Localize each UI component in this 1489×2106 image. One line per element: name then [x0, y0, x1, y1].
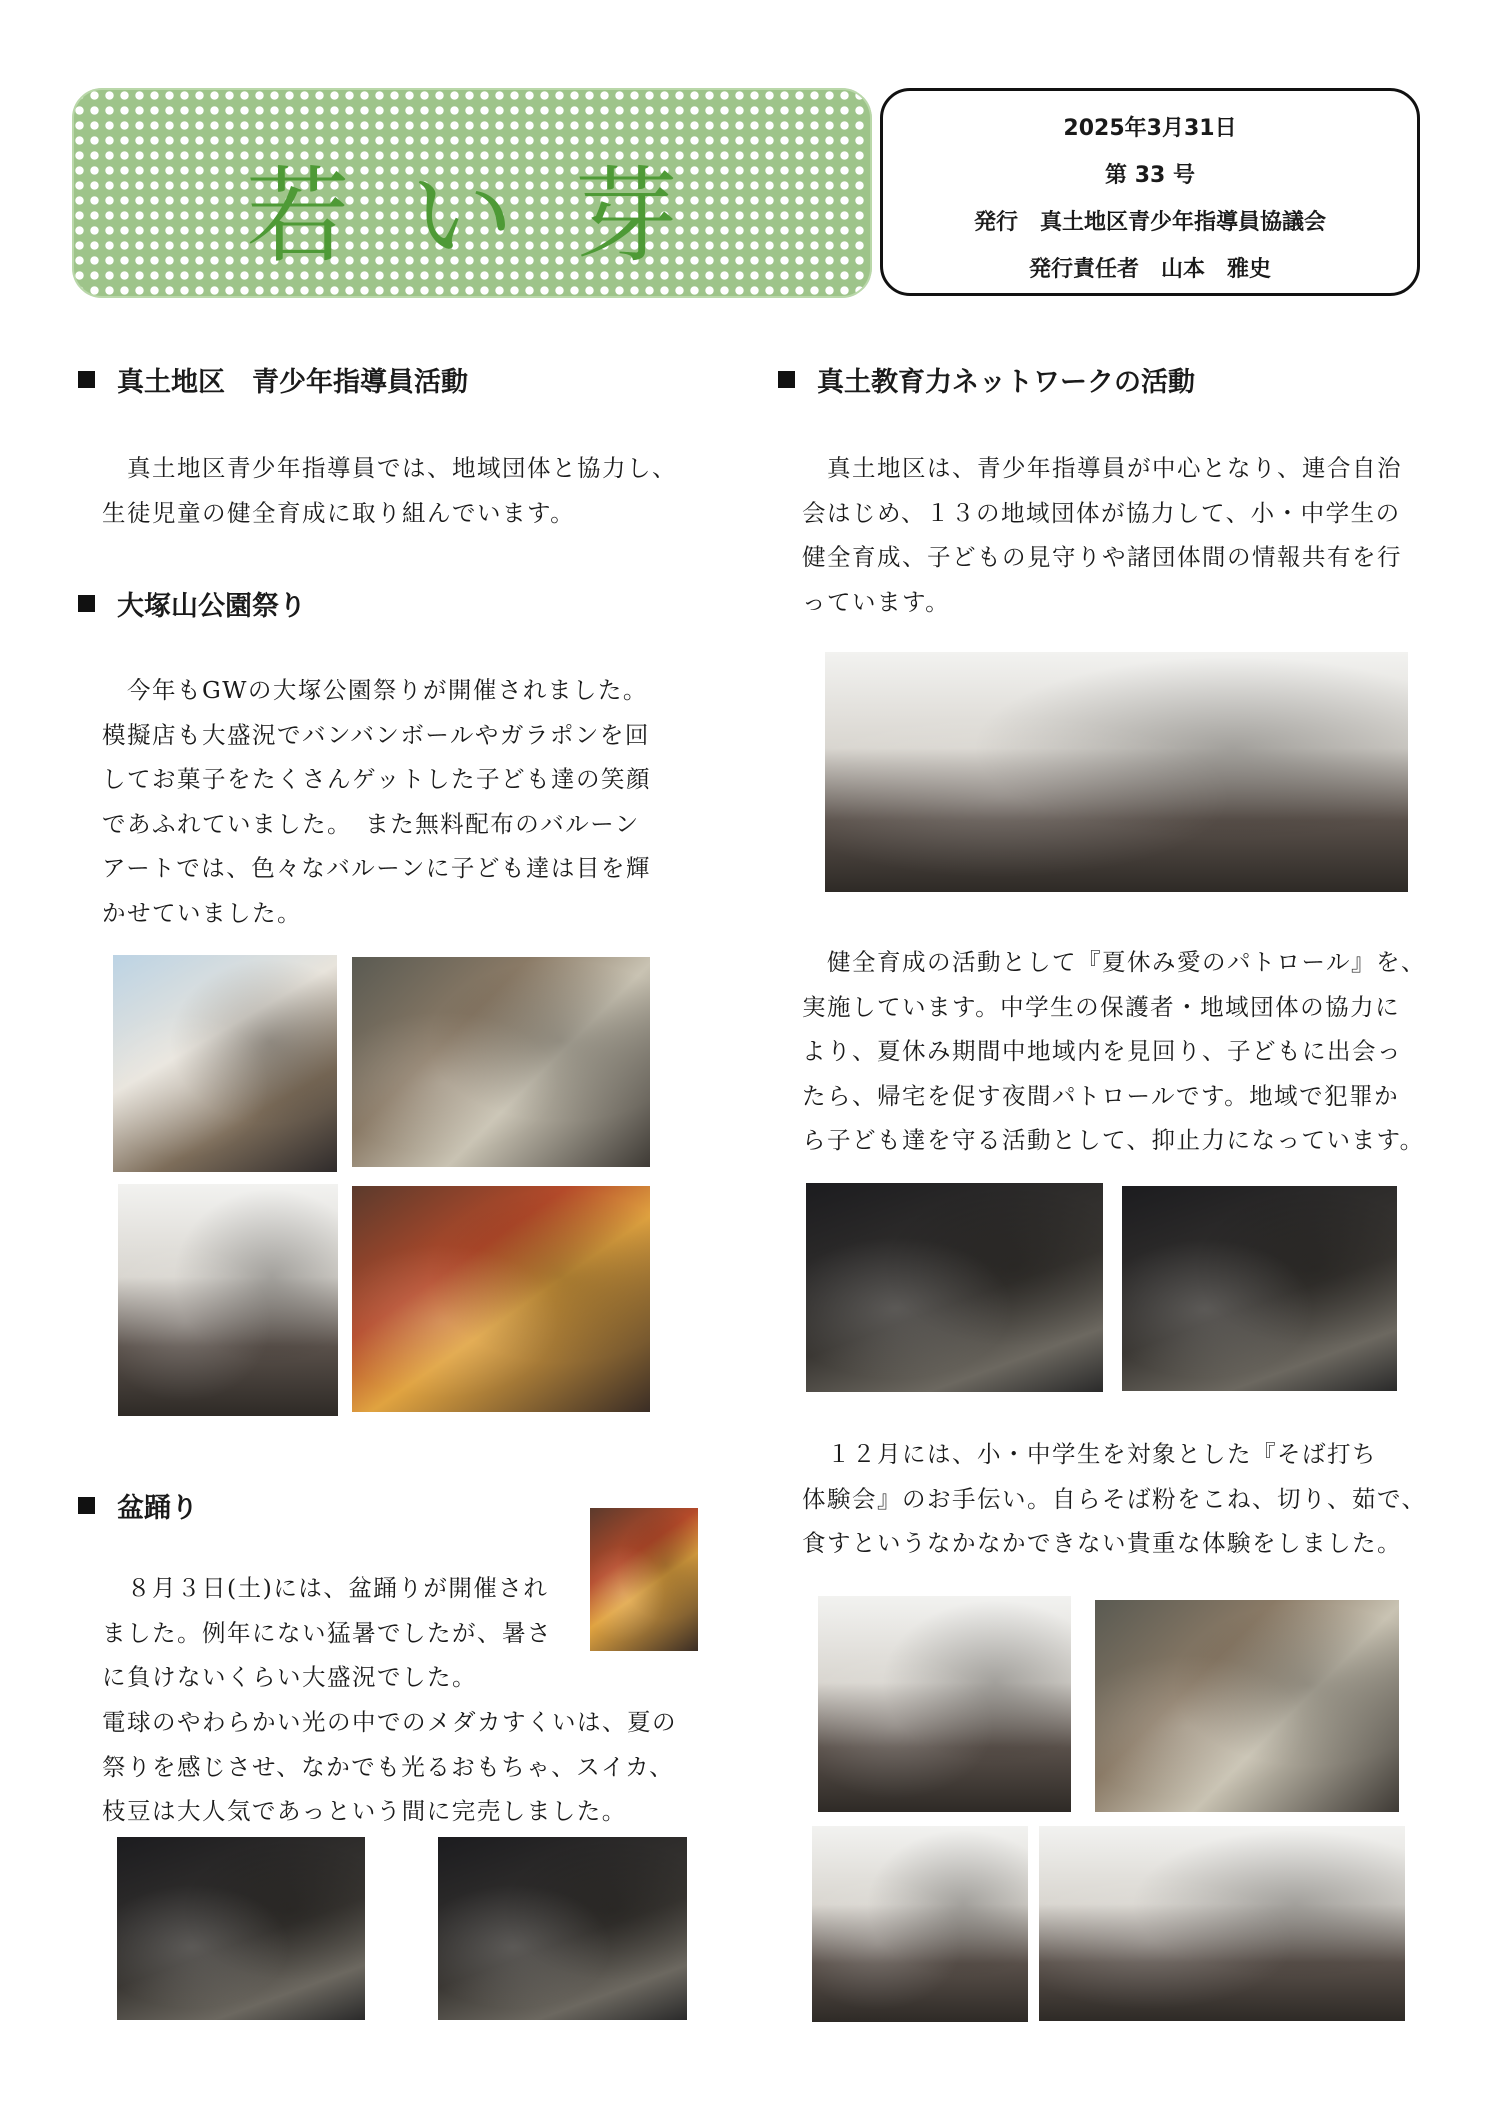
square-bullet-icon [778, 371, 795, 388]
section-heading-park-festival: 大塚山公園祭り [78, 584, 306, 623]
square-bullet-icon [78, 371, 95, 388]
issue-info-box [880, 88, 1420, 296]
park-festival-paragraph: 今年もGWの大塚公園祭りが開催されました。 模擬店も大盛況でバンバンボールやガラポンを回 してお菓子をたくさんゲットした子ども達の笑顔 であふれていました。 また無料配布のバルーン アートでは、色々なバルーンに子ども達は目を輝 かせていました。 [102, 676, 652, 927]
editor: 発行責任者 山本 雅史 [1028, 257, 1271, 282]
publisher: 発行 真土地区青少年指導員協議会 [973, 210, 1326, 235]
bon-dance-paragraph-a: ８月３日(土)には、盆踊りが開催され ました。例年にない猛暑でしたが、暑さ に負けないくらい大盛況でした。 [102, 1574, 552, 1691]
patrol-paragraph: 健全育成の活動として『夏休み愛のパトロール』を、 実施しています。中学生の保護者・地域団体の協力に より、夏休み期間中地域内を見回り、子どもに出会っ たら、帰宅を促す夜間パトロールです。地域で犯罪か ら子ども達を守る活動として、抑止力になっています。 [802, 948, 1427, 1154]
bon-dance-photo-tent-crowd [438, 1837, 687, 2020]
festival-photo-stall [118, 1184, 338, 1416]
issue-number: 第 33 号 [1105, 163, 1195, 188]
soba-photo-table [1095, 1600, 1399, 1812]
issue-date: 2025年3月31日 [1063, 116, 1237, 141]
square-bullet-icon [78, 1497, 95, 1514]
newsletter-title: 若い芽 [245, 155, 738, 277]
bon-dance-photo-night-stall [117, 1837, 365, 2020]
network-meeting-photo [825, 652, 1408, 892]
bon-dance-photo-lanterns [590, 1508, 698, 1651]
network-paragraph: 真土地区は、青少年指導員が中心となり、連合自治 会はじめ、１３の地域団体が協力して、小・中学生の 健全育成、子どもの見守りや諸団体間の情報共有を行 っています。 [802, 454, 1402, 616]
soba-photo-kneading [818, 1596, 1071, 1812]
square-bullet-icon [78, 595, 95, 612]
festival-photo-balloons [352, 1186, 650, 1412]
bon-dance-paragraph-b: 電球のやわらかい光の中でのメダカすくいは、夏の 祭りを感じさせ、なかでも光るおもちゃ、スイカ、 枝豆は大人気であっという間に完売しました。 [102, 1708, 677, 1825]
section-heading-activities: 真土地区 青少年指導員活動 [78, 360, 468, 399]
activities-paragraph: 真土地区青少年指導員では、地域団体と協力し、 生徒児童の健全育成に取り組んでいます。 [102, 454, 677, 527]
soba-photo-rolling [812, 1826, 1028, 2022]
patrol-photo-2 [1122, 1186, 1397, 1391]
soba-paragraph: １２月には、小・中学生を対象とした『そば打ち 体験会』のお手伝い。自らそば粉をこね、切り、茹で、 食すというなかなかできない貴重な体験をしました。 [802, 1440, 1427, 1557]
festival-photo-crowd [352, 957, 650, 1167]
section-heading-bon-dance: 盆踊り [78, 1486, 198, 1525]
title-banner [72, 88, 872, 298]
patrol-photo-1 [806, 1183, 1103, 1392]
soba-photo-group [1039, 1826, 1405, 2021]
section-heading-network: 真土教育力ネットワークの活動 [778, 360, 1195, 399]
festival-photo-tent [113, 955, 337, 1172]
